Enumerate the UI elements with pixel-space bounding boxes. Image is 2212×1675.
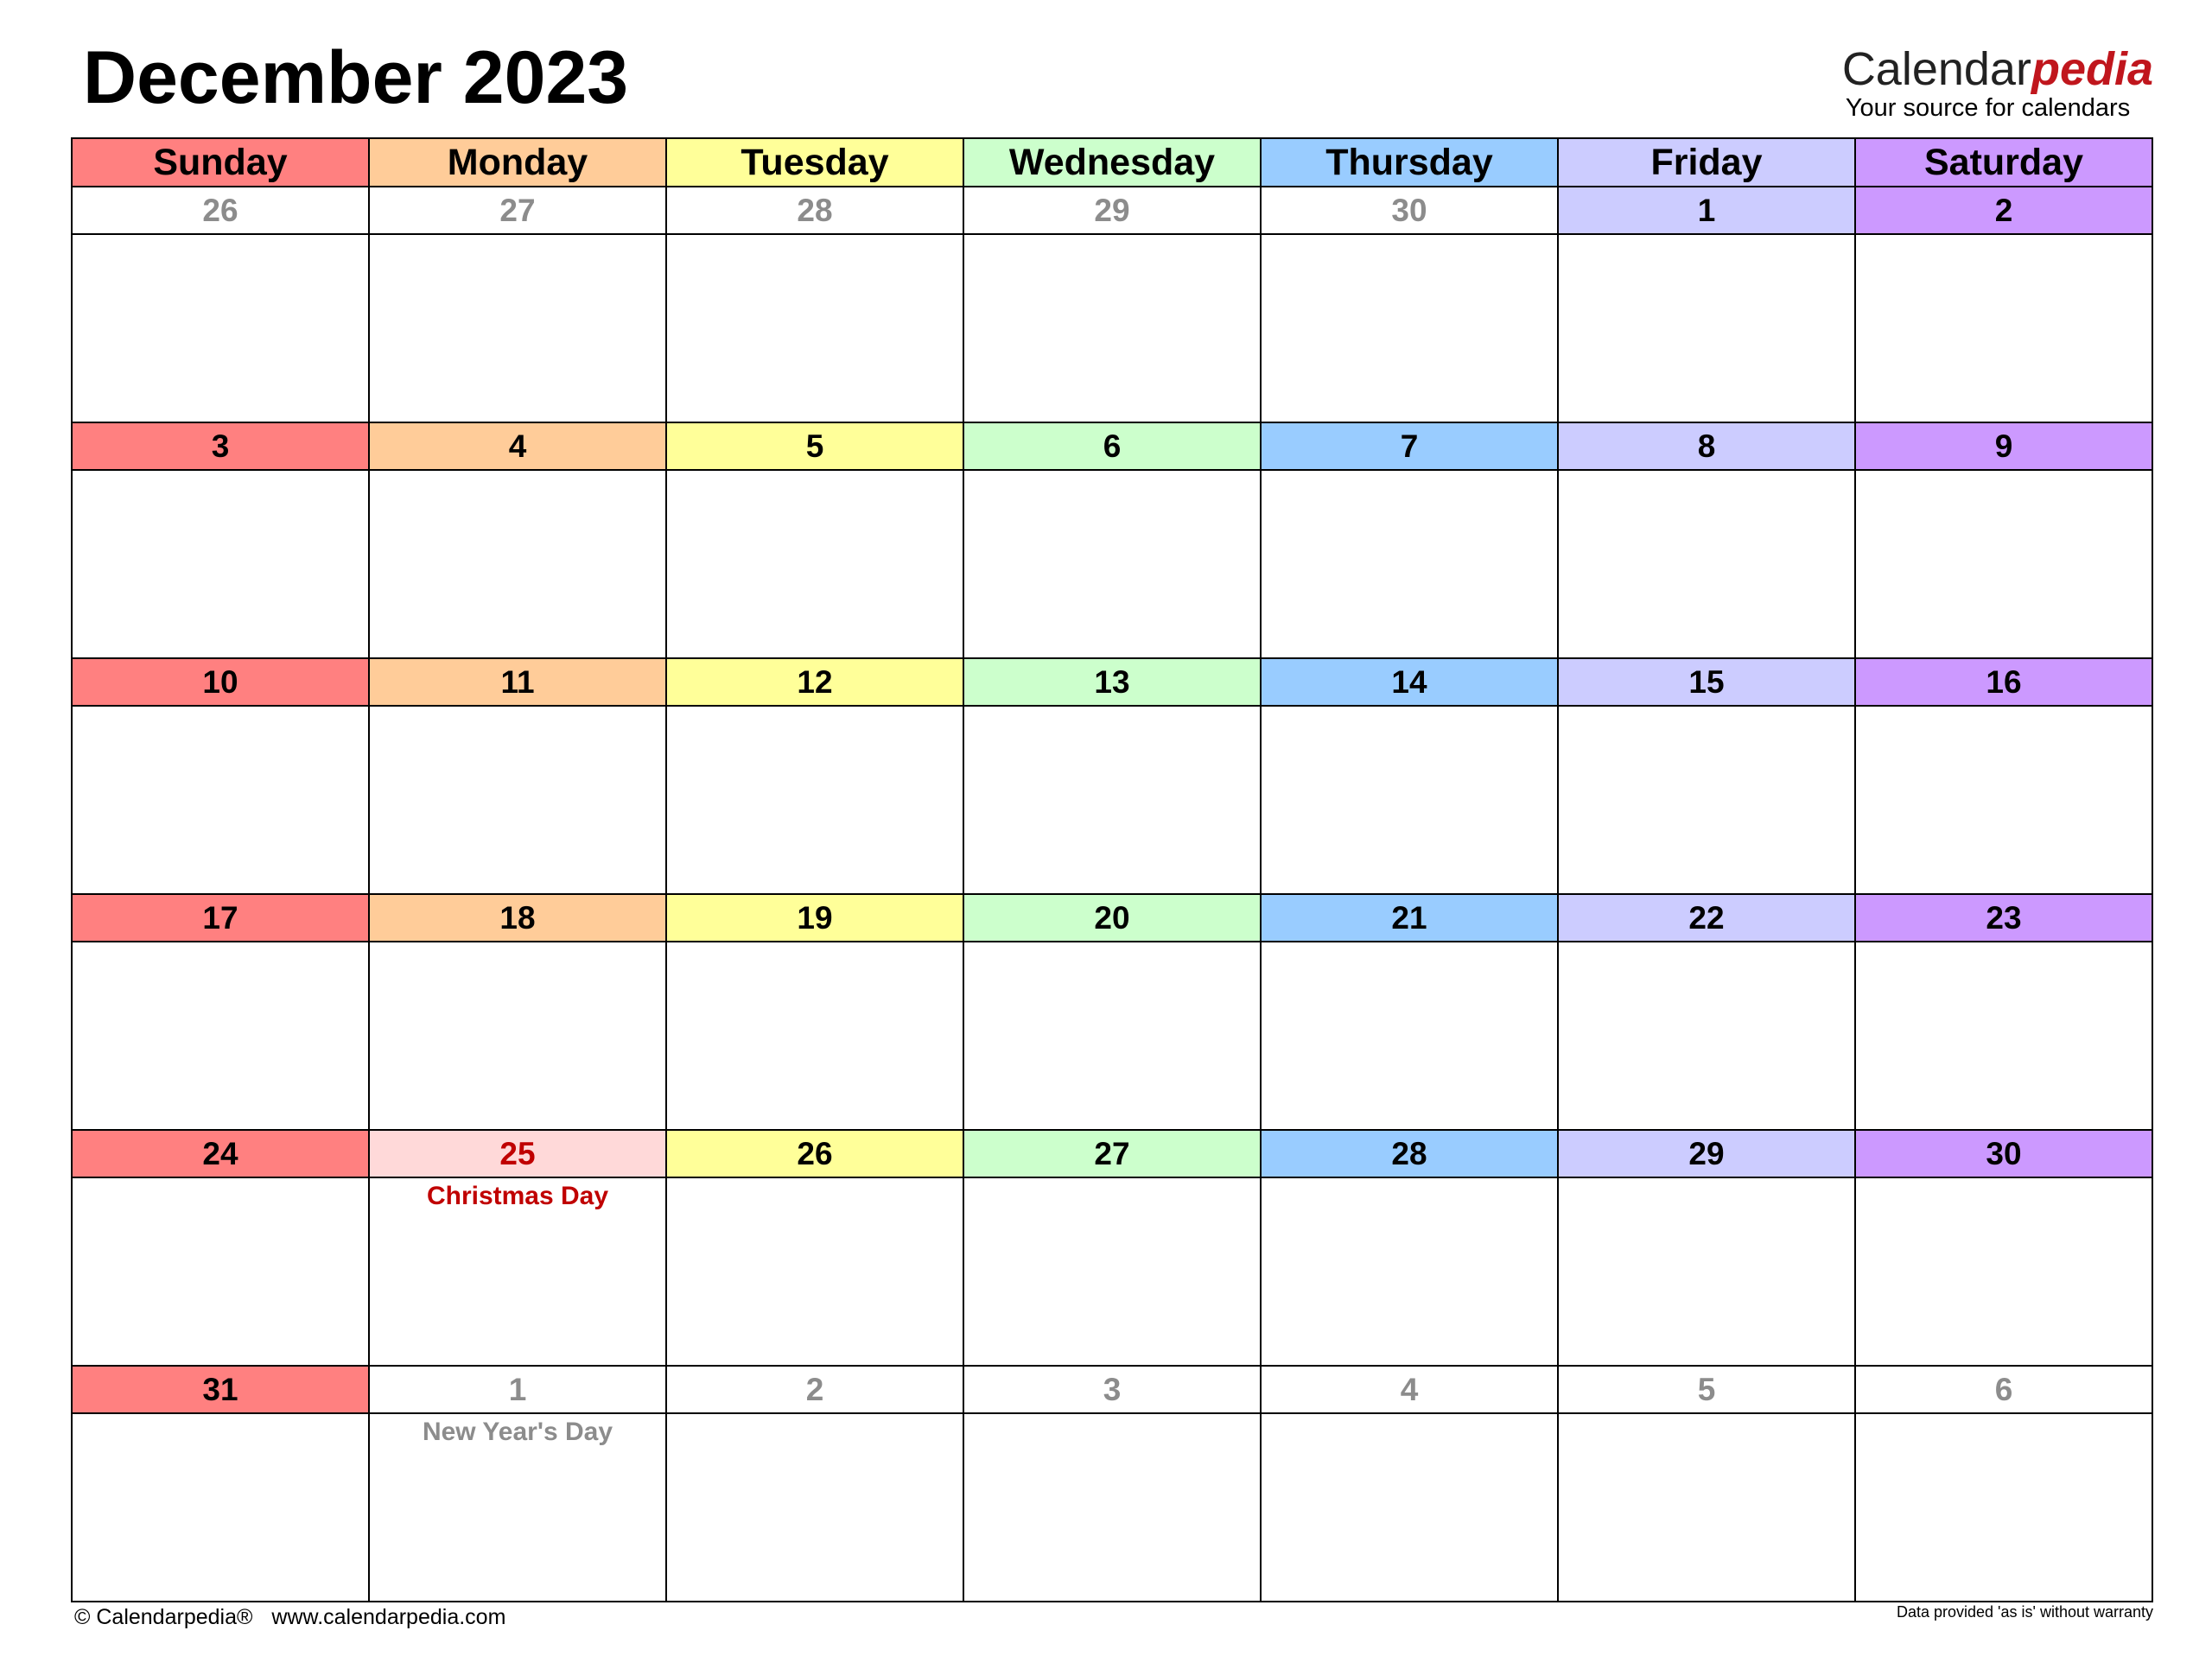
day-cell[interactable] <box>370 1131 667 1367</box>
day-number: 27 <box>370 187 665 235</box>
day-cell[interactable] <box>1856 1131 2153 1367</box>
day-number: 28 <box>1262 1131 1557 1178</box>
footer-website-link[interactable]: www.calendarpedia.com <box>271 1605 506 1629</box>
day-cell[interactable] <box>370 187 667 423</box>
day-number: 19 <box>667 895 963 942</box>
day-cell[interactable] <box>964 187 1262 423</box>
footer-copyright: © Calendarpedia® <box>74 1605 253 1629</box>
day-cell[interactable] <box>370 659 667 895</box>
brand-logo <box>1842 43 2153 121</box>
day-number: 2 <box>1856 187 2152 235</box>
day-number: 6 <box>1856 1367 2152 1414</box>
day-number: 25 <box>370 1131 665 1178</box>
day-number: 13 <box>964 659 1260 707</box>
day-cell[interactable] <box>667 659 964 895</box>
day-cell[interactable] <box>1559 423 1856 659</box>
day-number: 26 <box>73 187 368 235</box>
day-number: 24 <box>73 1131 368 1178</box>
day-number: 31 <box>73 1367 368 1414</box>
holiday-label: New Year's Day <box>422 1418 613 1446</box>
weekday-header-tuesday: Tuesday <box>667 139 964 187</box>
day-number: 27 <box>964 1131 1260 1178</box>
day-number: 15 <box>1559 659 1854 707</box>
day-number: 1 <box>1559 187 1854 235</box>
day-cell[interactable] <box>73 423 370 659</box>
day-number: 2 <box>667 1367 963 1414</box>
day-number: 30 <box>1262 187 1557 235</box>
day-cell[interactable] <box>1856 423 2153 659</box>
day-cell[interactable] <box>1559 1131 1856 1367</box>
day-number: 10 <box>73 659 368 707</box>
calendar-weeks <box>73 187 2153 1602</box>
day-number: 3 <box>964 1367 1260 1414</box>
day-number: 12 <box>667 659 963 707</box>
week-row <box>73 1131 2153 1367</box>
day-cell[interactable] <box>667 1131 964 1367</box>
day-cell[interactable] <box>1559 895 1856 1131</box>
day-cell[interactable] <box>964 1131 1262 1367</box>
day-cell[interactable] <box>1856 187 2153 423</box>
day-cell[interactable] <box>370 423 667 659</box>
day-number: 4 <box>1262 1367 1557 1414</box>
day-cell[interactable] <box>73 1367 370 1602</box>
day-cell[interactable] <box>73 187 370 423</box>
day-number: 28 <box>667 187 963 235</box>
day-cell[interactable] <box>370 1367 667 1602</box>
day-number: 20 <box>964 895 1260 942</box>
day-cell[interactable] <box>1262 1367 1559 1602</box>
day-cell[interactable] <box>1559 659 1856 895</box>
day-number: 4 <box>370 423 665 471</box>
day-number: 29 <box>1559 1131 1854 1178</box>
day-number: 3 <box>73 423 368 471</box>
weekday-header-thursday: Thursday <box>1262 139 1559 187</box>
weekday-header-saturday: Saturday <box>1856 139 2153 187</box>
day-number: 26 <box>667 1131 963 1178</box>
week-row <box>73 1367 2153 1602</box>
brand-name-accent: pedia <box>2031 43 2153 95</box>
weekday-header-friday: Friday <box>1559 139 1856 187</box>
day-cell[interactable] <box>73 659 370 895</box>
day-number: 5 <box>667 423 963 471</box>
day-number: 16 <box>1856 659 2152 707</box>
week-row <box>73 187 2153 423</box>
weekday-header-sunday: Sunday <box>73 139 370 187</box>
day-cell[interactable] <box>964 1367 1262 1602</box>
day-number: 23 <box>1856 895 2152 942</box>
day-number: 8 <box>1559 423 1854 471</box>
week-row <box>73 423 2153 659</box>
day-number: 21 <box>1262 895 1557 942</box>
day-cell[interactable] <box>1262 659 1559 895</box>
day-cell[interactable] <box>1262 895 1559 1131</box>
page-title: December 2023 <box>83 36 629 119</box>
day-cell[interactable] <box>73 1131 370 1367</box>
brand-name <box>1842 43 2153 95</box>
day-number: 29 <box>964 187 1260 235</box>
week-row <box>73 659 2153 895</box>
day-cell[interactable] <box>964 423 1262 659</box>
day-number: 17 <box>73 895 368 942</box>
day-number: 7 <box>1262 423 1557 471</box>
day-cell[interactable] <box>1856 1367 2153 1602</box>
weekday-header-wednesday: Wednesday <box>964 139 1262 187</box>
day-cell[interactable] <box>1262 187 1559 423</box>
brand-tagline: Your source for calendars <box>1845 94 2131 122</box>
day-cell[interactable] <box>667 895 964 1131</box>
holiday-label: Christmas Day <box>426 1182 609 1210</box>
day-cell[interactable] <box>964 895 1262 1131</box>
day-cell[interactable] <box>667 187 964 423</box>
day-cell[interactable] <box>1559 187 1856 423</box>
day-cell[interactable] <box>1559 1367 1856 1602</box>
day-number: 6 <box>964 423 1260 471</box>
calendar-grid <box>71 137 2153 1602</box>
day-cell[interactable] <box>964 659 1262 895</box>
brand-name-plain: Calendar <box>1841 43 2031 95</box>
footer-credit <box>74 1605 505 1630</box>
day-number: 22 <box>1559 895 1854 942</box>
day-number: 5 <box>1559 1367 1854 1414</box>
day-cell[interactable] <box>667 1367 964 1602</box>
day-cell[interactable] <box>1856 895 2153 1131</box>
day-number: 9 <box>1856 423 2152 471</box>
week-row <box>73 895 2153 1131</box>
day-number: 1 <box>370 1367 665 1414</box>
day-cell[interactable] <box>1262 423 1559 659</box>
weekday-header-monday: Monday <box>370 139 667 187</box>
footer-disclaimer: Data provided 'as is' without warranty <box>1896 1603 2153 1621</box>
weekday-header-row <box>73 139 2153 187</box>
day-cell[interactable] <box>370 895 667 1131</box>
day-cell[interactable] <box>667 423 964 659</box>
day-number: 14 <box>1262 659 1557 707</box>
day-number: 30 <box>1856 1131 2152 1178</box>
day-number: 11 <box>370 659 665 707</box>
day-number: 18 <box>370 895 665 942</box>
day-cell[interactable] <box>1262 1131 1559 1367</box>
day-cell[interactable] <box>73 895 370 1131</box>
day-cell[interactable] <box>1856 659 2153 895</box>
